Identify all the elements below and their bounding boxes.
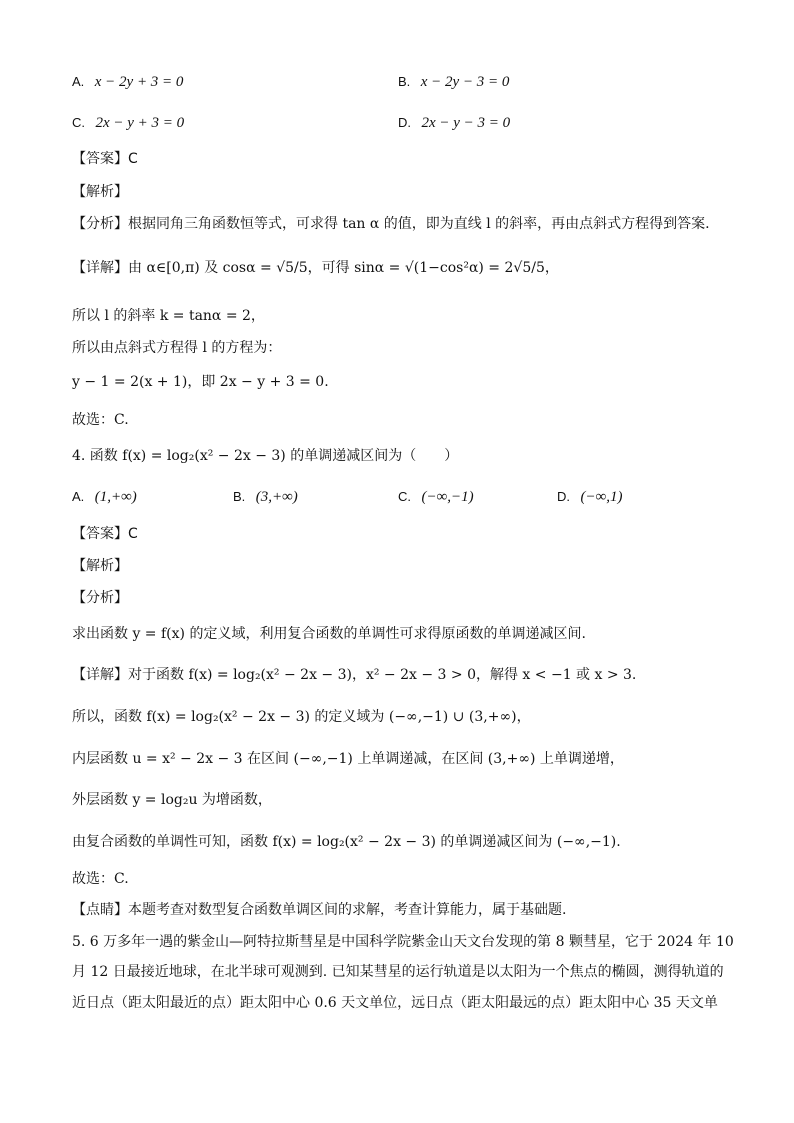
q4-inner-function: 内层函数 u = x² − 2x − 3 在区间 (−∞,−1) 上单调递减，在区间 (3,+∞) 上单调递增， xyxy=(72,751,624,767)
q4-analysis: 求出函数 y = f(x) 的定义域，利用复合函数的单调性可求得原函数的单调递减区间. xyxy=(72,626,586,642)
q3-detail: 【详解】由 α∈[0,π) 及 cosα = √5/5，可得 sinα = √(1−cos²α) = 2√5/5， xyxy=(72,260,559,276)
q4-detail: 【详解】对于函数 f(x) = log₂(x² − 2x − 3)，x² − 2x − 3 > 0，解得 x < −1 或 x > 3. xyxy=(72,667,637,683)
q4-outer-function: 外层函数 y = log₂u 为增函数， xyxy=(72,792,272,808)
q3-option-b xyxy=(398,72,509,92)
option-label: D. xyxy=(398,115,411,130)
q4-analysis-heading: 【分析】 xyxy=(72,590,128,606)
q3-answer: 【答案】C xyxy=(72,151,138,167)
q5-stem-line-2: 月 12 日最接近地球，在北半球可观测到. 已知某彗星的运行轨道是以太阳为一个焦点的椭圆，测得轨道的 xyxy=(72,964,724,980)
option-text: 2x − y − 3 = 0 xyxy=(421,115,511,131)
q4-option-b xyxy=(233,487,298,507)
q3-equation-intro: 所以由点斜式方程得 l 的方程为： xyxy=(72,340,282,356)
q4-stem: 4. 函数 f(x) = log₂(x² − 2x − 3) 的单调递减区间为（ ） xyxy=(72,448,459,464)
q4-conclusion: 由复合函数的单调性可知，函数 f(x) = log₂(x² − 2x − 3) 的单调递减区间为 (−∞,−1). xyxy=(72,834,621,850)
q3-slope-line: 所以 l 的斜率 k = tanα = 2， xyxy=(72,308,265,324)
q4-option-c xyxy=(398,487,474,507)
q4-jiexi-heading: 【解析】 xyxy=(72,558,128,574)
q3-option-d xyxy=(398,113,510,133)
option-label: C. xyxy=(398,489,411,504)
option-text: (1,+∞) xyxy=(94,489,137,505)
option-text: (−∞,−1) xyxy=(421,489,474,505)
option-label: C. xyxy=(72,115,85,130)
q4-choose: 故选：C. xyxy=(72,871,129,887)
option-text: x − 2y − 3 = 0 xyxy=(420,74,510,90)
q3-jiexi-heading: 【解析】 xyxy=(72,184,128,200)
option-label: A. xyxy=(72,489,85,504)
q4-domain-line: 所以，函数 f(x) = log₂(x² − 2x − 3) 的定义域为 (−∞,−1) ∪ (3,+∞)， xyxy=(72,709,531,725)
q4-option-a xyxy=(72,487,137,507)
q3-analysis: 【分析】根据同角三角函数恒等式，可求得 tan α 的值，即为直线 l 的斜率，再由点斜式方程得到答案. xyxy=(72,216,710,232)
option-label: B. xyxy=(398,74,411,89)
q5-stem-line-1: 5. 6 万多年一遇的紫金山—阿特拉斯彗星是中国科学院紫金山天文台发现的第 8 颗彗星，它于 2024 年 10 xyxy=(72,934,734,950)
q4-option-d xyxy=(557,487,623,507)
q5-stem-line-3: 近日点（距太阳最近的点）距太阳中心 0.6 天文单位，远日点（距太阳最远的点）距太阳中心 35 天文单 xyxy=(72,995,718,1011)
option-label: A. xyxy=(72,74,85,89)
option-label: B. xyxy=(233,489,246,504)
option-text: x − 2y + 3 = 0 xyxy=(94,74,184,90)
option-text: 2x − y + 3 = 0 xyxy=(95,115,185,131)
q4-answer: 【答案】C xyxy=(72,526,138,542)
option-label: D. xyxy=(557,489,570,504)
q4-dianjing: 【点睛】本题考查对数型复合函数单调区间的求解，考查计算能力，属于基础题. xyxy=(72,902,567,918)
q3-choose: 故选：C. xyxy=(72,412,129,428)
option-text: (−∞,1) xyxy=(580,489,623,505)
option-text: (3,+∞) xyxy=(255,489,298,505)
q3-option-c xyxy=(72,113,184,133)
q3-equation: y − 1 = 2(x + 1)，即 2x − y + 3 = 0. xyxy=(72,374,329,390)
q3-option-a xyxy=(72,72,183,92)
